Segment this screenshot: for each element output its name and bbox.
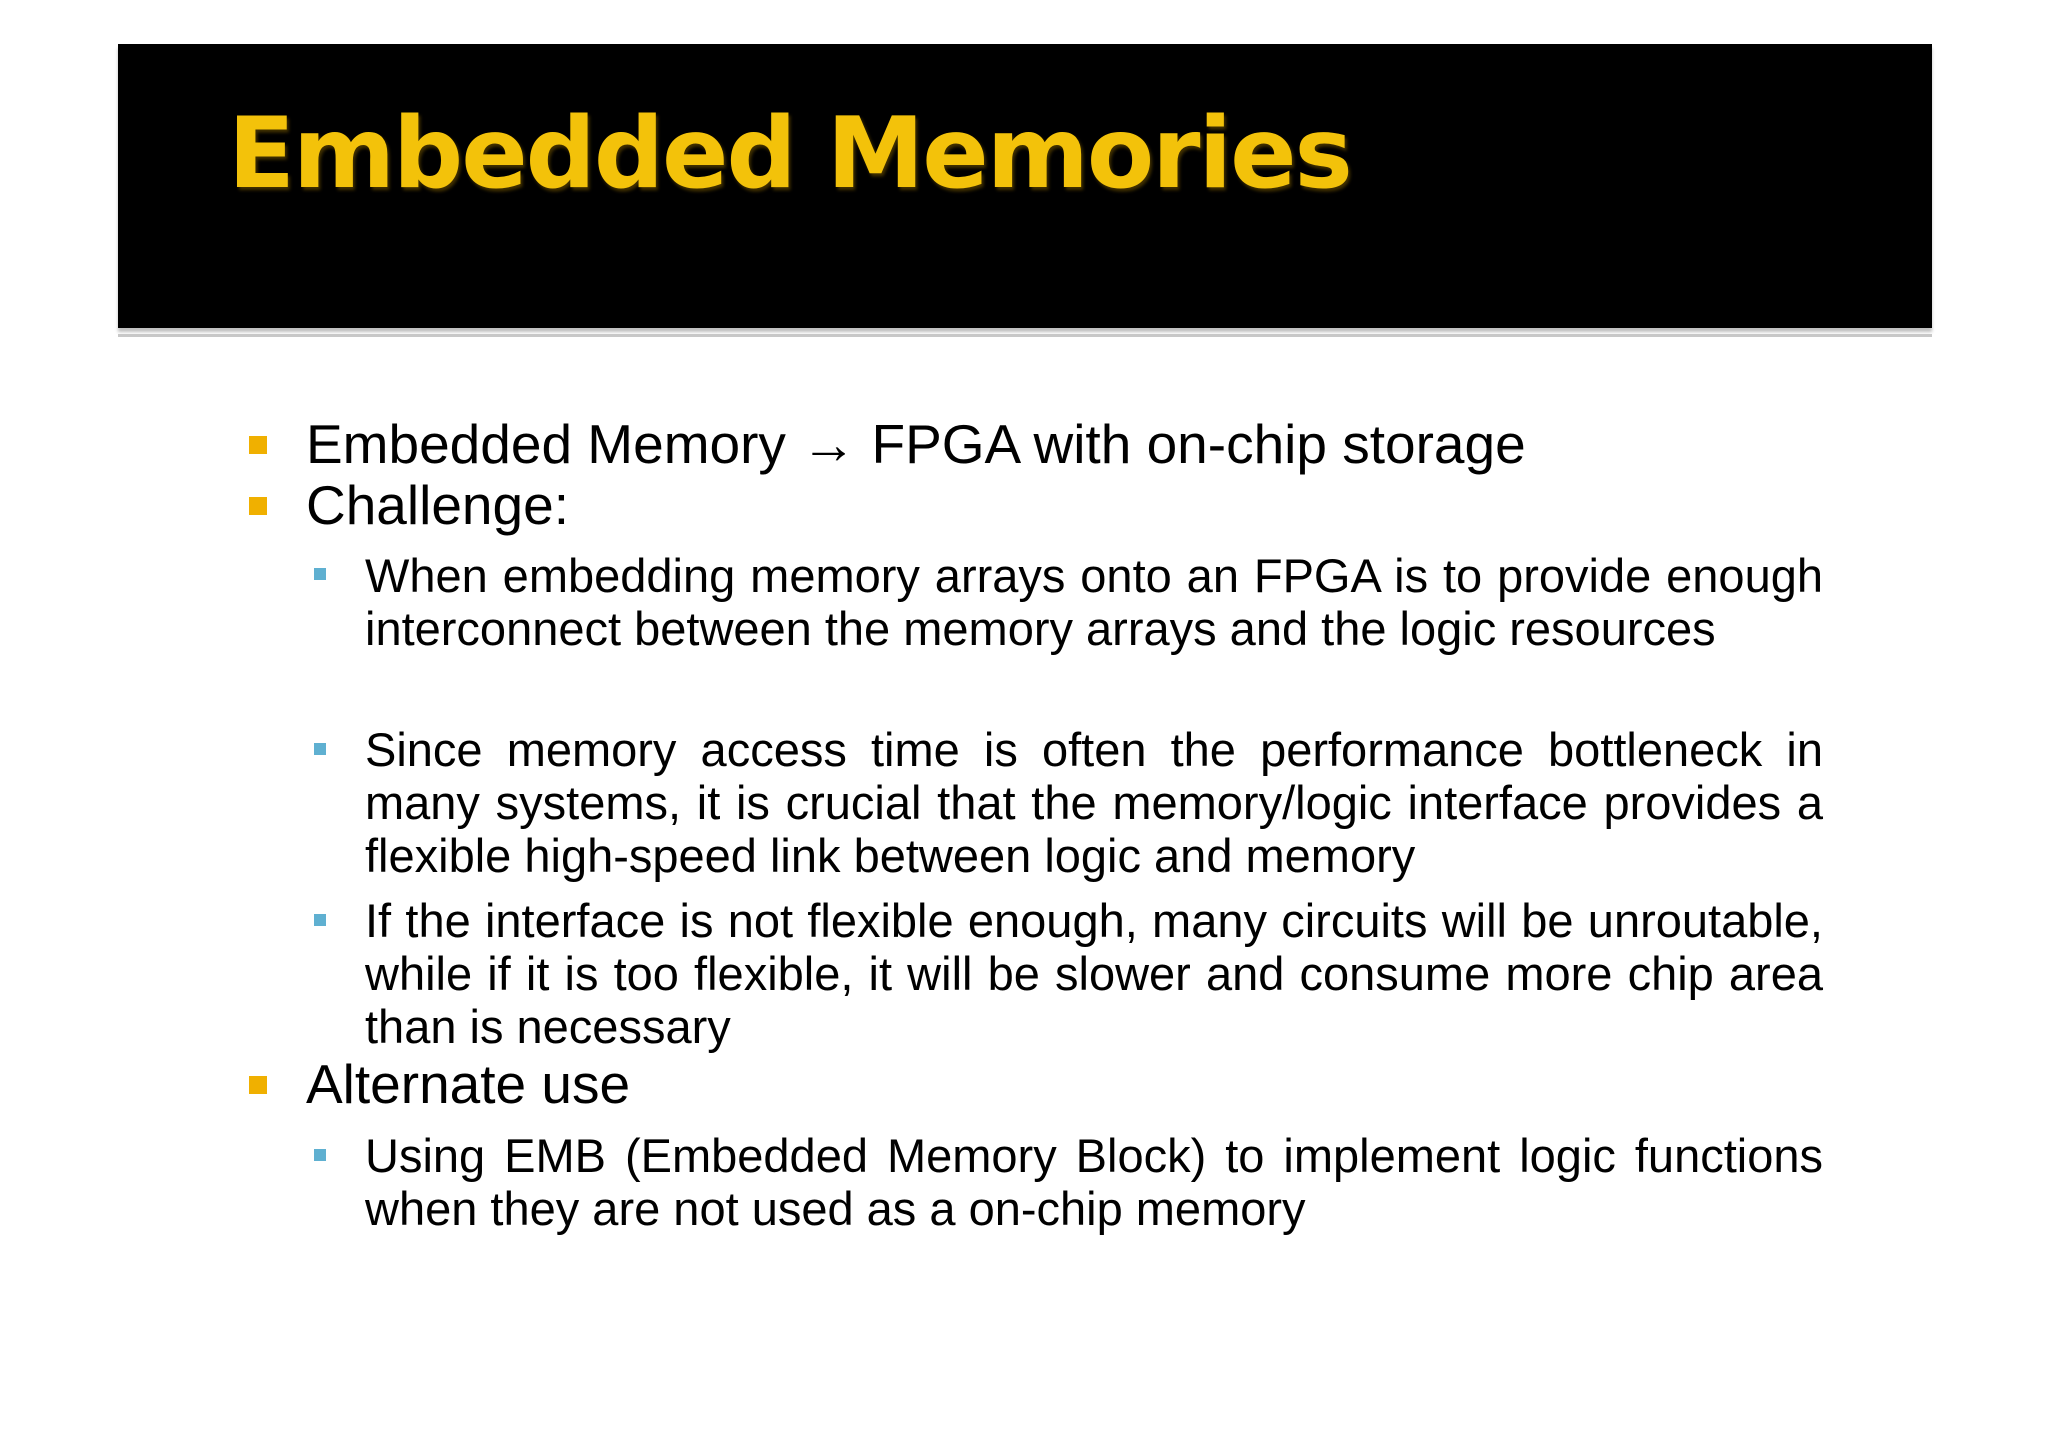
sub-bullet-square-icon (314, 914, 326, 926)
sub-bullet-square-icon (314, 743, 326, 755)
bullet-square-icon (249, 1076, 267, 1094)
bullet-challenge: Challenge: (306, 474, 569, 536)
sub-bullet-item: Since memory access time is often the performance bottleneck in many systems, it is crucial that the memory/logic interface provides a flexible high-speed link between logic and memory (365, 723, 1823, 882)
bullet-text-after: FPGA with on-chip storage (856, 413, 1526, 475)
sub-bullet-item: When embedding memory arrays onto an FPGA is to provide enough interconnect between the memory arrays and the logic resources (365, 549, 1823, 655)
bullet-embedded-memory (306, 414, 1526, 474)
bullet-square-icon (249, 497, 267, 515)
arrow-right-icon: → (801, 413, 857, 475)
bullet-alternate-use: Alternate use (306, 1053, 631, 1115)
sub-bullet-item: If the interface is not flexible enough, many circuits will be unroutable, while if it is too flexible, it will be slower and consume more chip area than is necessary (365, 894, 1823, 1053)
sub-bullet-item: Using EMB (Embedded Memory Block) to implement logic functions when they are not used as a on-chip memory (365, 1129, 1823, 1235)
sub-bullet-square-icon (314, 568, 326, 580)
slide-title: Embedded Memories (228, 97, 1351, 211)
sub-bullet-square-icon (314, 1149, 326, 1161)
bullet-text-before: Embedded Memory (306, 413, 802, 475)
bullet-square-icon (249, 436, 267, 454)
